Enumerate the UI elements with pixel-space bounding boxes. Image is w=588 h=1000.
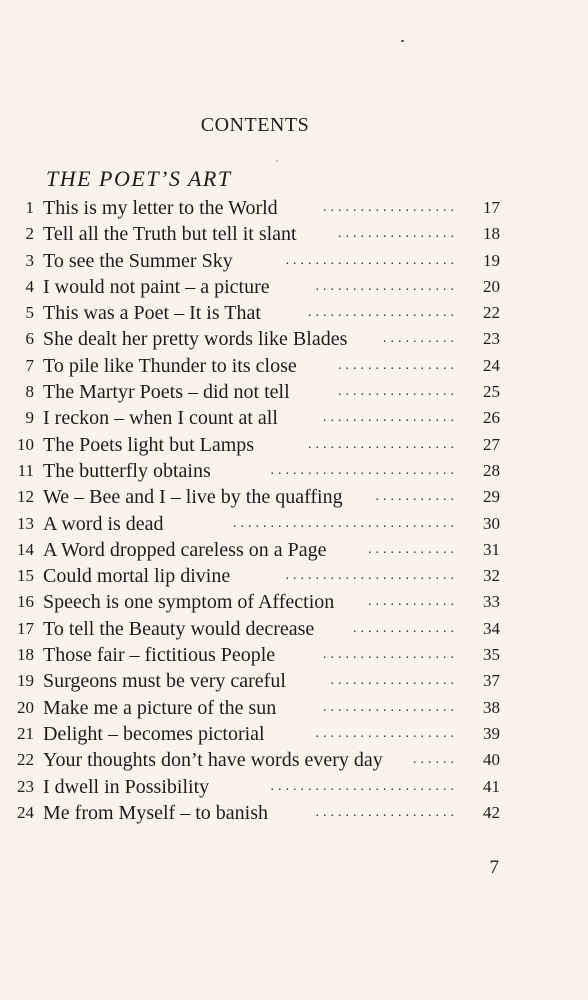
entry-page: 34	[483, 618, 500, 638]
entry-title: She dealt her pretty words like Blades	[43, 328, 348, 351]
toc-entry[interactable]	[0, 221, 588, 247]
entry-title: Make me a picture of the sun	[43, 696, 277, 719]
dot-leader: .......................	[285, 252, 458, 268]
toc-entry[interactable]	[0, 300, 588, 326]
entry-page: 26	[483, 408, 500, 428]
toc-entry[interactable]	[0, 774, 588, 800]
entry-number: 13	[17, 513, 34, 533]
toc-entry[interactable]	[0, 458, 588, 484]
entry-title: The Poets light but Lamps	[43, 433, 255, 456]
entry-page: 24	[483, 355, 500, 375]
toc-entry[interactable]	[0, 353, 588, 379]
entry-title: This is my letter to the World	[43, 197, 278, 219]
entry-number: 20	[17, 697, 34, 717]
entry-number: 1	[25, 198, 34, 217]
entry-number: 7	[25, 355, 34, 375]
toc-entry[interactable]	[0, 668, 588, 694]
toc-entry[interactable]	[0, 326, 588, 352]
entry-page: 40	[483, 750, 500, 770]
entry-title: Those fair – fictitious People	[43, 644, 276, 667]
entry-page: 19	[483, 250, 500, 270]
entry-number: 21	[17, 723, 34, 743]
dot-leader: ..........	[383, 331, 458, 347]
toc-entry[interactable]	[0, 642, 588, 668]
entry-title: A Word dropped careless on a Page	[43, 538, 327, 561]
toc-entry[interactable]	[0, 721, 588, 747]
dot-leader: .......................	[285, 568, 458, 584]
contents-list	[0, 195, 588, 826]
entry-page: 38	[483, 697, 500, 717]
entry-number: 6	[25, 329, 34, 349]
section-title: THE POET’S ART	[46, 166, 232, 191]
entry-page: 31	[483, 539, 500, 559]
dot-leader: ...................	[315, 278, 458, 294]
entry-page: 42	[483, 802, 500, 822]
dot-leader: ............	[368, 594, 458, 610]
entry-title: This was a Poet – It is That	[43, 302, 261, 325]
toc-entry[interactable]	[0, 800, 588, 826]
dot-leader: ..............	[353, 620, 458, 636]
entry-title: The butterfly obtains	[43, 459, 211, 482]
entry-title: I reckon – when I count at all	[43, 407, 278, 430]
dot-leader: ...................	[315, 804, 458, 820]
toc-entry[interactable]	[0, 379, 588, 405]
toc-entry[interactable]	[0, 274, 588, 300]
entry-number: 14	[17, 539, 34, 559]
entry-number: 11	[17, 460, 34, 480]
entry-title: The Martyr Poets – did not tell	[43, 381, 290, 404]
dot-leader: ....................	[308, 305, 458, 321]
entry-number: 4	[25, 276, 34, 296]
entry-title: I dwell in Possibility	[43, 775, 210, 798]
toc-entry[interactable]	[0, 195, 588, 221]
entry-title: Could mortal lip divine	[43, 565, 231, 588]
entry-title: Me from Myself – to banish	[43, 801, 268, 824]
entry-title: To pile like Thunder to its close	[43, 354, 297, 377]
toc-entry[interactable]	[0, 747, 588, 773]
entry-number: 5	[25, 303, 34, 323]
entry-page: 32	[483, 566, 500, 586]
dot-leader: ................	[338, 384, 458, 400]
toc-entry[interactable]	[0, 484, 588, 510]
entry-title: Tell all the Truth but tell it slant	[43, 223, 297, 246]
ink-speck	[401, 40, 404, 42]
toc-entry[interactable]	[0, 616, 588, 642]
entry-title: We – Bee and I – live by the quaffing	[43, 486, 343, 509]
entry-page: 28	[483, 460, 500, 480]
dot-leader: .........................	[270, 778, 458, 794]
entry-number: 3	[25, 250, 34, 270]
entry-number: 23	[17, 776, 34, 796]
entry-page: 35	[483, 645, 500, 665]
dot-leader: ................	[338, 226, 458, 242]
dot-leader: ...........	[375, 489, 458, 505]
toc-entry[interactable]	[0, 589, 588, 615]
entry-title: A word is dead	[43, 512, 164, 535]
entry-number: 15	[17, 566, 34, 586]
entry-number: 8	[25, 382, 34, 402]
entry-page: 20	[483, 276, 500, 296]
dot-leader: ................	[338, 357, 458, 373]
toc-entry[interactable]	[0, 537, 588, 563]
entry-page: 18	[483, 224, 500, 244]
entry-number: 16	[17, 592, 34, 612]
dot-leader: ...................	[315, 725, 458, 741]
entry-page: 37	[483, 671, 500, 691]
page-number: 7	[489, 857, 499, 878]
entry-page: 27	[483, 434, 500, 454]
entry-number: 24	[17, 802, 34, 822]
dot-leader: .........................	[270, 462, 458, 478]
entry-number: 17	[17, 618, 34, 638]
entry-title: I would not paint – a picture	[43, 275, 270, 298]
dot-leader: .................	[330, 673, 458, 689]
entry-title: Surgeons must be very careful	[43, 670, 286, 693]
dot-leader: ..................	[323, 647, 458, 663]
entry-number: 22	[17, 750, 34, 770]
entry-number: 9	[25, 408, 34, 428]
dot-leader: ....................	[308, 436, 458, 452]
dot-leader: ..................	[323, 410, 458, 426]
dot-leader: ..................	[323, 699, 458, 715]
dot-leader: ..............................	[233, 515, 458, 531]
entry-page: 39	[483, 723, 500, 743]
toc-entry[interactable]	[0, 511, 588, 537]
toc-entry[interactable]	[0, 432, 588, 458]
entry-number: 12	[17, 487, 34, 507]
entry-title: To tell the Beauty would decrease	[43, 617, 315, 640]
entry-page: 33	[483, 592, 500, 612]
entry-title: To see the Summer Sky	[43, 249, 233, 272]
entry-page: 25	[483, 382, 500, 402]
entry-number: 10	[17, 434, 34, 454]
entry-page: 23	[483, 329, 500, 349]
dot-leader: ..................	[323, 200, 458, 215]
dot-leader: ............	[368, 541, 458, 557]
entry-page: 29	[483, 487, 500, 507]
entry-title: Your thoughts don’t have words every day	[43, 749, 383, 772]
paper-speck	[276, 160, 278, 162]
contents-heading: CONTENTS	[200, 114, 310, 136]
toc-entry[interactable]	[0, 563, 588, 589]
dot-leader: ......	[413, 752, 458, 768]
toc-entry[interactable]	[0, 695, 588, 721]
entry-number: 19	[17, 671, 34, 691]
entry-page: 22	[483, 303, 500, 323]
entry-number: 2	[25, 224, 34, 244]
toc-entry[interactable]	[0, 405, 588, 431]
entry-page: 17	[483, 198, 500, 217]
entry-number: 18	[17, 645, 34, 665]
entry-title: Delight – becomes pictorial	[43, 722, 265, 745]
entry-page: 30	[483, 513, 500, 533]
entry-page: 41	[483, 776, 500, 796]
toc-entry[interactable]	[0, 248, 588, 274]
entry-title: Speech is one symptom of Affection	[43, 591, 335, 614]
